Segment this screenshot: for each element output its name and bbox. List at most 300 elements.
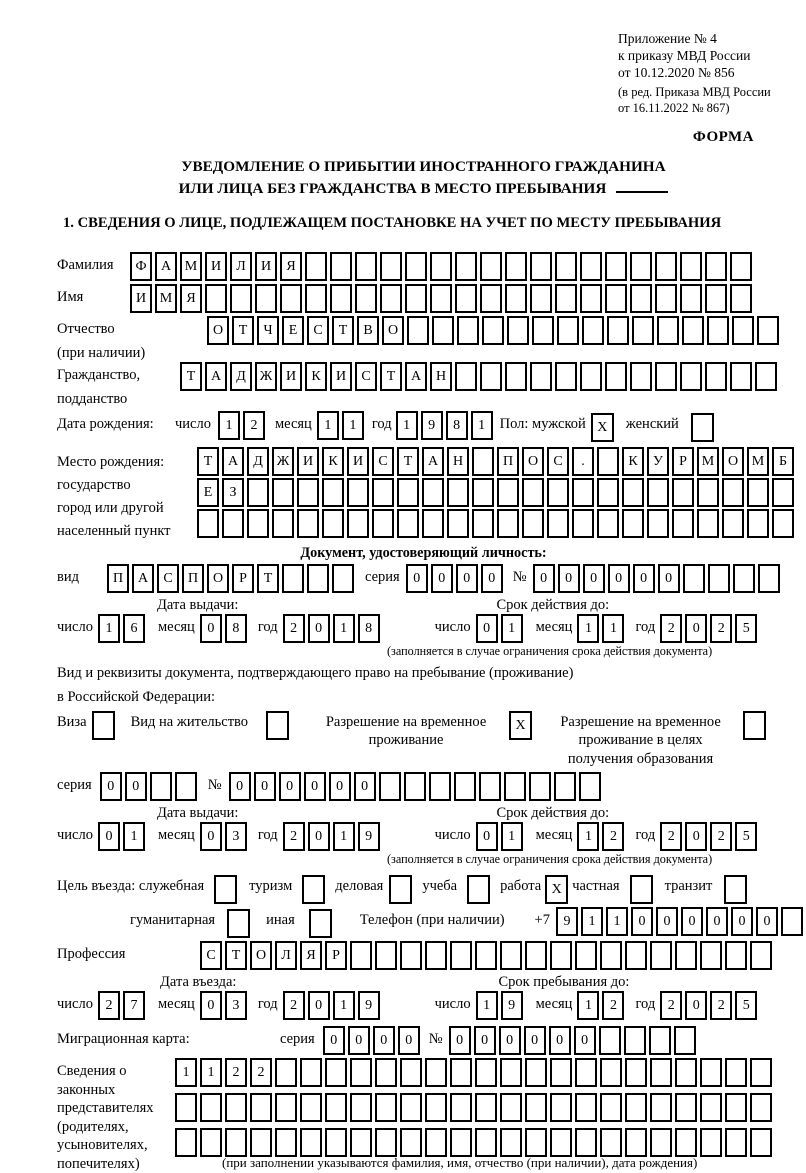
char-cell[interactable]	[557, 316, 579, 345]
char-cell[interactable]: 9	[358, 822, 380, 851]
char-cell[interactable]	[674, 1026, 696, 1055]
char-cell[interactable]	[605, 362, 627, 391]
char-cell[interactable]	[355, 284, 377, 313]
char-cell[interactable]	[479, 772, 501, 801]
char-cell[interactable]	[682, 316, 704, 345]
char-cell[interactable]	[705, 362, 727, 391]
char-cell[interactable]: Е	[197, 478, 219, 507]
char-cell[interactable]: О	[722, 447, 744, 476]
char-cell[interactable]	[554, 772, 576, 801]
char-cell[interactable]	[680, 252, 702, 281]
char-cell[interactable]	[530, 362, 552, 391]
char-cell[interactable]: 7	[123, 991, 145, 1020]
char-cell[interactable]	[657, 316, 679, 345]
char-cell[interactable]	[379, 772, 401, 801]
char-cell[interactable]: 0	[476, 822, 498, 851]
char-cell[interactable]	[297, 478, 319, 507]
char-cell[interactable]	[454, 772, 476, 801]
char-cell[interactable]: 0	[608, 564, 630, 593]
char-cell[interactable]	[625, 941, 647, 970]
char-cell[interactable]: Д	[230, 362, 252, 391]
char-cell[interactable]: Я	[300, 941, 322, 970]
char-cell[interactable]: 2	[602, 991, 624, 1020]
char-cell[interactable]	[700, 941, 722, 970]
char-cell[interactable]: 0	[524, 1026, 546, 1055]
char-cell[interactable]: 0	[685, 991, 707, 1020]
char-cell[interactable]	[472, 509, 494, 538]
char-cell[interactable]	[472, 478, 494, 507]
char-cell[interactable]	[525, 1128, 547, 1157]
char-cell[interactable]: 0	[406, 564, 428, 593]
char-cell[interactable]: Я	[280, 252, 302, 281]
char-cell[interactable]: 0	[481, 564, 503, 593]
char-cell[interactable]	[225, 1128, 247, 1157]
char-cell[interactable]: 0	[685, 614, 707, 643]
char-cell[interactable]	[350, 941, 372, 970]
char-cell[interactable]	[347, 478, 369, 507]
char-cell[interactable]: О	[207, 564, 229, 593]
char-cell[interactable]: 2	[710, 822, 732, 851]
char-cell[interactable]	[447, 478, 469, 507]
char-cell[interactable]	[630, 362, 652, 391]
char-cell[interactable]	[622, 478, 644, 507]
char-cell[interactable]	[522, 478, 544, 507]
visa-checkbox[interactable]	[92, 711, 115, 740]
char-cell[interactable]	[250, 1128, 272, 1157]
purpose-tourism-checkbox[interactable]	[302, 875, 325, 904]
char-cell[interactable]	[325, 1093, 347, 1122]
char-cell[interactable]: 0	[329, 772, 351, 801]
char-cell[interactable]: Т	[332, 316, 354, 345]
char-cell[interactable]	[505, 362, 527, 391]
char-cell[interactable]	[575, 941, 597, 970]
char-cell[interactable]: Л	[275, 941, 297, 970]
char-cell[interactable]: А	[155, 252, 177, 281]
char-cell[interactable]	[607, 316, 629, 345]
char-cell[interactable]	[555, 252, 577, 281]
char-cell[interactable]: 1	[577, 991, 599, 1020]
char-cell[interactable]	[455, 252, 477, 281]
char-cell[interactable]	[730, 284, 752, 313]
char-cell[interactable]: 0	[308, 991, 330, 1020]
char-cell[interactable]	[547, 478, 569, 507]
char-cell[interactable]	[400, 1128, 422, 1157]
temp-permit-checkbox[interactable]: X	[509, 711, 532, 740]
char-cell[interactable]	[781, 907, 803, 936]
char-cell[interactable]: 1	[577, 822, 599, 851]
char-cell[interactable]: 1	[476, 991, 498, 1020]
char-cell[interactable]	[708, 564, 730, 593]
char-cell[interactable]	[307, 564, 329, 593]
char-cell[interactable]: 0	[348, 1026, 370, 1055]
char-cell[interactable]	[675, 1128, 697, 1157]
char-cell[interactable]	[375, 941, 397, 970]
char-cell[interactable]: 1	[123, 822, 145, 851]
char-cell[interactable]: 2	[283, 991, 305, 1020]
char-cell[interactable]: А	[405, 362, 427, 391]
char-cell[interactable]: 0	[681, 907, 703, 936]
char-cell[interactable]: 1	[175, 1058, 197, 1087]
char-cell[interactable]: Т	[225, 941, 247, 970]
char-cell[interactable]: 1	[577, 614, 599, 643]
char-cell[interactable]	[625, 1093, 647, 1122]
char-cell[interactable]: Р	[232, 564, 254, 593]
char-cell[interactable]: Т	[232, 316, 254, 345]
char-cell[interactable]	[450, 1093, 472, 1122]
char-cell[interactable]	[624, 1026, 646, 1055]
char-cell[interactable]: 2	[602, 822, 624, 851]
char-cell[interactable]	[550, 1128, 572, 1157]
char-cell[interactable]	[700, 1093, 722, 1122]
char-cell[interactable]	[450, 1058, 472, 1087]
char-cell[interactable]: М	[747, 447, 769, 476]
char-cell[interactable]	[550, 1093, 572, 1122]
char-cell[interactable]	[300, 1093, 322, 1122]
char-cell[interactable]	[555, 284, 577, 313]
char-cell[interactable]	[747, 478, 769, 507]
char-cell[interactable]: 2	[283, 614, 305, 643]
char-cell[interactable]	[205, 284, 227, 313]
char-cell[interactable]	[247, 509, 269, 538]
char-cell[interactable]	[757, 316, 779, 345]
char-cell[interactable]: 1	[333, 614, 355, 643]
char-cell[interactable]: 0	[398, 1026, 420, 1055]
char-cell[interactable]	[500, 941, 522, 970]
char-cell[interactable]	[375, 1058, 397, 1087]
sex-female-checkbox[interactable]	[691, 413, 714, 442]
char-cell[interactable]	[529, 772, 551, 801]
char-cell[interactable]	[175, 1128, 197, 1157]
char-cell[interactable]	[500, 1093, 522, 1122]
char-cell[interactable]: 0	[633, 564, 655, 593]
char-cell[interactable]: 8	[358, 614, 380, 643]
char-cell[interactable]: И	[130, 284, 152, 313]
char-cell[interactable]	[330, 284, 352, 313]
char-cell[interactable]: 1	[581, 907, 603, 936]
char-cell[interactable]: П	[182, 564, 204, 593]
char-cell[interactable]	[758, 564, 780, 593]
char-cell[interactable]	[372, 478, 394, 507]
char-cell[interactable]	[750, 941, 772, 970]
char-cell[interactable]	[755, 362, 777, 391]
char-cell[interactable]: 2	[710, 991, 732, 1020]
char-cell[interactable]: 0	[229, 772, 251, 801]
char-cell[interactable]: Ч	[257, 316, 279, 345]
char-cell[interactable]	[475, 1128, 497, 1157]
char-cell[interactable]	[650, 941, 672, 970]
char-cell[interactable]: Я	[180, 284, 202, 313]
char-cell[interactable]	[750, 1058, 772, 1087]
char-cell[interactable]	[572, 509, 594, 538]
char-cell[interactable]: Т	[180, 362, 202, 391]
char-cell[interactable]	[425, 1128, 447, 1157]
char-cell[interactable]	[580, 362, 602, 391]
char-cell[interactable]: 0	[558, 564, 580, 593]
char-cell[interactable]: С	[157, 564, 179, 593]
char-cell[interactable]	[705, 252, 727, 281]
char-cell[interactable]	[575, 1058, 597, 1087]
char-cell[interactable]	[247, 478, 269, 507]
char-cell[interactable]	[430, 252, 452, 281]
char-cell[interactable]	[600, 1128, 622, 1157]
char-cell[interactable]	[404, 772, 426, 801]
char-cell[interactable]	[222, 509, 244, 538]
char-cell[interactable]	[397, 509, 419, 538]
char-cell[interactable]	[350, 1128, 372, 1157]
char-cell[interactable]	[230, 284, 252, 313]
char-cell[interactable]	[400, 1058, 422, 1087]
char-cell[interactable]	[405, 252, 427, 281]
char-cell[interactable]: С	[547, 447, 569, 476]
char-cell[interactable]: 8	[446, 411, 468, 440]
char-cell[interactable]: Р	[325, 941, 347, 970]
char-cell[interactable]	[550, 1058, 572, 1087]
char-cell[interactable]: С	[355, 362, 377, 391]
char-cell[interactable]	[255, 284, 277, 313]
char-cell[interactable]	[197, 509, 219, 538]
char-cell[interactable]: 6	[123, 614, 145, 643]
char-cell[interactable]	[650, 1058, 672, 1087]
char-cell[interactable]: О	[207, 316, 229, 345]
char-cell[interactable]	[580, 284, 602, 313]
char-cell[interactable]: И	[330, 362, 352, 391]
char-cell[interactable]: И	[297, 447, 319, 476]
char-cell[interactable]: 2	[250, 1058, 272, 1087]
char-cell[interactable]: 0	[549, 1026, 571, 1055]
char-cell[interactable]: Ж	[255, 362, 277, 391]
char-cell[interactable]: 3	[225, 822, 247, 851]
char-cell[interactable]	[325, 1128, 347, 1157]
char-cell[interactable]	[300, 1128, 322, 1157]
char-cell[interactable]: И	[205, 252, 227, 281]
char-cell[interactable]	[630, 284, 652, 313]
char-cell[interactable]	[597, 509, 619, 538]
char-cell[interactable]	[455, 362, 477, 391]
char-cell[interactable]	[455, 284, 477, 313]
char-cell[interactable]	[150, 772, 172, 801]
char-cell[interactable]	[622, 509, 644, 538]
char-cell[interactable]	[500, 1128, 522, 1157]
char-cell[interactable]: 1	[333, 822, 355, 851]
char-cell[interactable]: 9	[556, 907, 578, 936]
char-cell[interactable]: 2	[660, 991, 682, 1020]
char-cell[interactable]: 0	[756, 907, 778, 936]
char-cell[interactable]	[525, 941, 547, 970]
char-cell[interactable]	[650, 1093, 672, 1122]
char-cell[interactable]: К	[322, 447, 344, 476]
char-cell[interactable]	[700, 1058, 722, 1087]
char-cell[interactable]	[597, 478, 619, 507]
char-cell[interactable]: Ж	[272, 447, 294, 476]
char-cell[interactable]	[532, 316, 554, 345]
char-cell[interactable]: С	[200, 941, 222, 970]
char-cell[interactable]: Т	[257, 564, 279, 593]
char-cell[interactable]	[375, 1093, 397, 1122]
char-cell[interactable]: 1	[333, 991, 355, 1020]
char-cell[interactable]	[649, 1026, 671, 1055]
char-cell[interactable]: Н	[430, 362, 452, 391]
char-cell[interactable]: 2	[243, 411, 265, 440]
char-cell[interactable]: И	[280, 362, 302, 391]
char-cell[interactable]	[725, 941, 747, 970]
char-cell[interactable]	[330, 252, 352, 281]
char-cell[interactable]: 1	[342, 411, 364, 440]
char-cell[interactable]	[730, 362, 752, 391]
char-cell[interactable]	[400, 1093, 422, 1122]
char-cell[interactable]	[272, 478, 294, 507]
char-cell[interactable]: 9	[358, 991, 380, 1020]
char-cell[interactable]: 0	[583, 564, 605, 593]
char-cell[interactable]	[425, 941, 447, 970]
char-cell[interactable]: 0	[656, 907, 678, 936]
char-cell[interactable]	[457, 316, 479, 345]
char-cell[interactable]	[707, 316, 729, 345]
char-cell[interactable]	[350, 1093, 372, 1122]
char-cell[interactable]: Ф	[130, 252, 152, 281]
char-cell[interactable]	[575, 1093, 597, 1122]
char-cell[interactable]: 5	[735, 822, 757, 851]
char-cell[interactable]	[647, 509, 669, 538]
char-cell[interactable]: 5	[735, 614, 757, 643]
char-cell[interactable]: 0	[574, 1026, 596, 1055]
char-cell[interactable]: 5	[735, 991, 757, 1020]
residence-permit-checkbox[interactable]	[266, 711, 289, 740]
char-cell[interactable]: 2	[98, 991, 120, 1020]
char-cell[interactable]: 0	[354, 772, 376, 801]
char-cell[interactable]	[725, 1128, 747, 1157]
char-cell[interactable]: Б	[772, 447, 794, 476]
char-cell[interactable]	[675, 1058, 697, 1087]
char-cell[interactable]	[400, 941, 422, 970]
char-cell[interactable]	[772, 478, 794, 507]
char-cell[interactable]: 0	[476, 614, 498, 643]
purpose-humanitarian-checkbox[interactable]	[227, 909, 250, 938]
char-cell[interactable]	[422, 478, 444, 507]
char-cell[interactable]	[605, 284, 627, 313]
char-cell[interactable]: П	[497, 447, 519, 476]
char-cell[interactable]	[397, 478, 419, 507]
char-cell[interactable]	[305, 284, 327, 313]
char-cell[interactable]	[375, 1128, 397, 1157]
char-cell[interactable]	[347, 509, 369, 538]
char-cell[interactable]: 0	[125, 772, 147, 801]
char-cell[interactable]: У	[647, 447, 669, 476]
char-cell[interactable]: 0	[308, 614, 330, 643]
char-cell[interactable]	[475, 1093, 497, 1122]
char-cell[interactable]: 1	[501, 614, 523, 643]
char-cell[interactable]: 1	[602, 614, 624, 643]
char-cell[interactable]	[697, 478, 719, 507]
char-cell[interactable]: 9	[421, 411, 443, 440]
char-cell[interactable]	[600, 941, 622, 970]
char-cell[interactable]	[650, 1128, 672, 1157]
char-cell[interactable]: 0	[373, 1026, 395, 1055]
char-cell[interactable]	[655, 284, 677, 313]
char-cell[interactable]: 0	[456, 564, 478, 593]
char-cell[interactable]	[772, 509, 794, 538]
char-cell[interactable]: 1	[606, 907, 628, 936]
char-cell[interactable]: 0	[533, 564, 555, 593]
char-cell[interactable]	[450, 941, 472, 970]
char-cell[interactable]	[680, 284, 702, 313]
char-cell[interactable]	[405, 284, 427, 313]
char-cell[interactable]: М	[180, 252, 202, 281]
char-cell[interactable]: 0	[431, 564, 453, 593]
purpose-other-checkbox[interactable]	[309, 909, 332, 938]
purpose-study-checkbox[interactable]	[467, 875, 490, 904]
char-cell[interactable]: О	[522, 447, 544, 476]
char-cell[interactable]	[547, 509, 569, 538]
char-cell[interactable]	[697, 509, 719, 538]
char-cell[interactable]	[282, 564, 304, 593]
char-cell[interactable]	[672, 478, 694, 507]
char-cell[interactable]	[505, 252, 527, 281]
char-cell[interactable]: 0	[449, 1026, 471, 1055]
char-cell[interactable]	[725, 1093, 747, 1122]
char-cell[interactable]: 1	[396, 411, 418, 440]
purpose-official-checkbox[interactable]	[214, 875, 237, 904]
char-cell[interactable]	[507, 316, 529, 345]
char-cell[interactable]: П	[107, 564, 129, 593]
purpose-private-checkbox[interactable]	[630, 875, 653, 904]
char-cell[interactable]: 0	[658, 564, 680, 593]
char-cell[interactable]	[730, 252, 752, 281]
char-cell[interactable]: 2	[710, 614, 732, 643]
char-cell[interactable]	[580, 252, 602, 281]
char-cell[interactable]	[175, 772, 197, 801]
char-cell[interactable]: 2	[225, 1058, 247, 1087]
char-cell[interactable]	[550, 941, 572, 970]
char-cell[interactable]: А	[205, 362, 227, 391]
char-cell[interactable]: 1	[317, 411, 339, 440]
char-cell[interactable]	[625, 1058, 647, 1087]
char-cell[interactable]: 2	[660, 614, 682, 643]
char-cell[interactable]	[305, 252, 327, 281]
char-cell[interactable]: 0	[474, 1026, 496, 1055]
char-cell[interactable]	[733, 564, 755, 593]
char-cell[interactable]	[655, 252, 677, 281]
char-cell[interactable]	[280, 284, 302, 313]
char-cell[interactable]: 0	[308, 822, 330, 851]
char-cell[interactable]: 0	[731, 907, 753, 936]
char-cell[interactable]	[380, 284, 402, 313]
char-cell[interactable]: 0	[685, 822, 707, 851]
purpose-business-checkbox[interactable]	[389, 875, 412, 904]
char-cell[interactable]	[275, 1058, 297, 1087]
char-cell[interactable]	[480, 284, 502, 313]
char-cell[interactable]: Р	[672, 447, 694, 476]
char-cell[interactable]	[200, 1093, 222, 1122]
char-cell[interactable]: С	[372, 447, 394, 476]
purpose-work-checkbox[interactable]: X	[545, 875, 568, 904]
char-cell[interactable]	[600, 1093, 622, 1122]
char-cell[interactable]	[672, 509, 694, 538]
char-cell[interactable]	[597, 447, 619, 476]
char-cell[interactable]	[275, 1128, 297, 1157]
char-cell[interactable]	[447, 509, 469, 538]
char-cell[interactable]: С	[307, 316, 329, 345]
char-cell[interactable]	[600, 1058, 622, 1087]
char-cell[interactable]	[425, 1058, 447, 1087]
char-cell[interactable]	[332, 564, 354, 593]
char-cell[interactable]: Т	[380, 362, 402, 391]
char-cell[interactable]	[530, 284, 552, 313]
char-cell[interactable]: Д	[247, 447, 269, 476]
char-cell[interactable]: К	[622, 447, 644, 476]
char-cell[interactable]	[275, 1093, 297, 1122]
char-cell[interactable]: 8	[225, 614, 247, 643]
char-cell[interactable]: 0	[254, 772, 276, 801]
